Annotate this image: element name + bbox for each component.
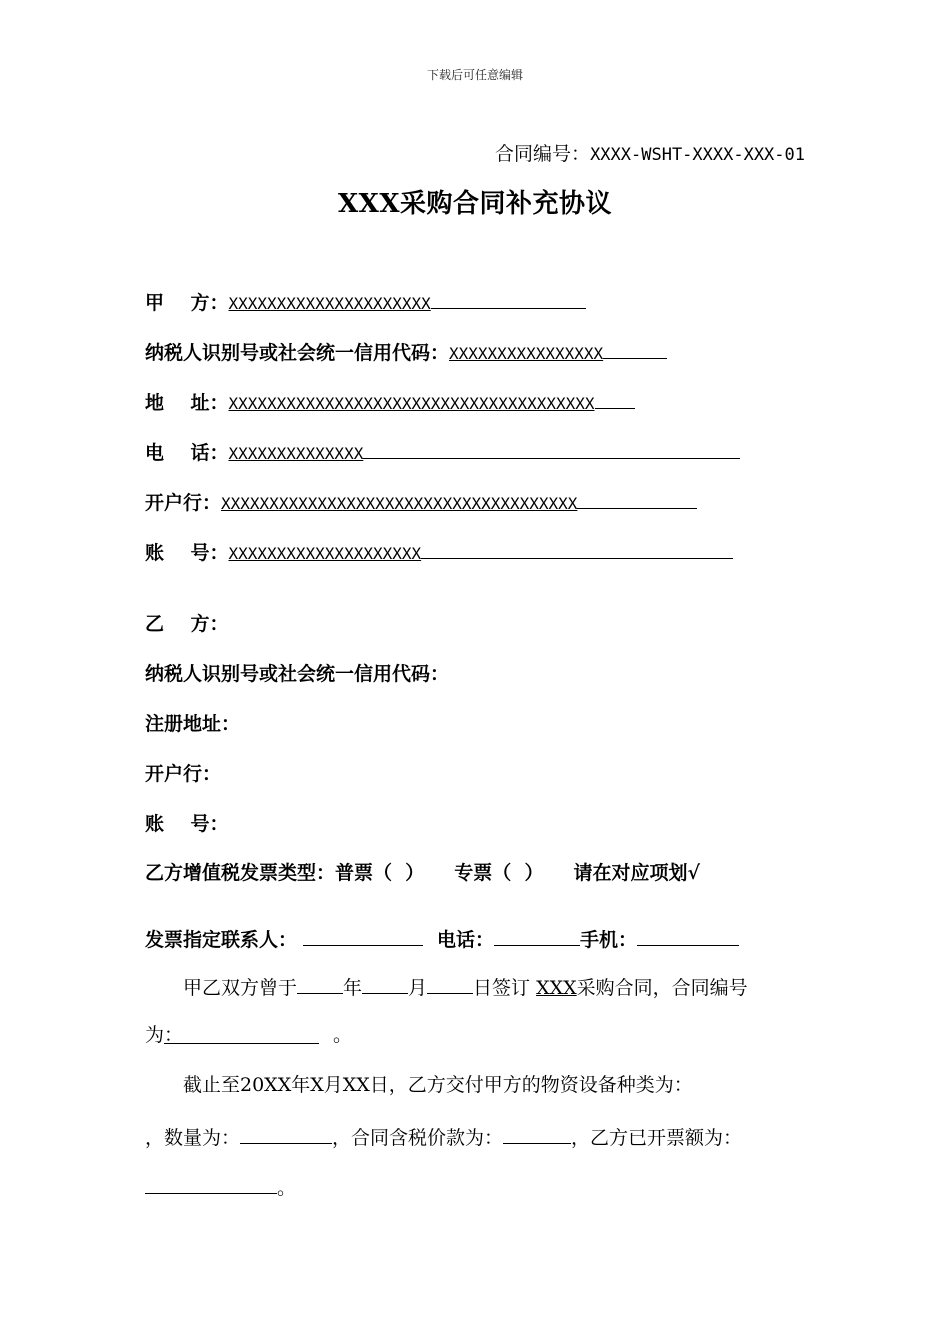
party-a-account-label: 账 号：	[145, 542, 229, 564]
party-a-tax-value: XXXXXXXXXXXXXXXX	[449, 344, 604, 363]
para1-line2	[145, 1021, 352, 1049]
para1-year-label: 年	[343, 977, 363, 999]
party-a-address-value: XXXXXXXXXXXXXXXXXXXXXXXXXXXXXXXXXXXXXX	[228, 394, 595, 413]
para1-day-blank	[427, 971, 473, 994]
contract-number-label: 合同编号：	[495, 143, 591, 165]
invoice-option-normal: 普票（ ）	[335, 862, 425, 884]
party-a-tax-blank	[603, 336, 667, 359]
para2-line2	[145, 1121, 742, 1152]
contract-number	[495, 139, 805, 166]
party-a-address-row	[145, 386, 635, 418]
party-a-address-blank	[595, 386, 635, 409]
para1-number-blank	[164, 1021, 319, 1044]
party-a-phone-value: XXXXXXXXXXXXXX	[228, 444, 364, 463]
party-a-phone-label: 电 话：	[145, 442, 229, 464]
header-note: 下载后可任意编辑	[426, 68, 523, 82]
invoice-mobile-blank	[637, 923, 739, 946]
para2-line3-end: 。	[277, 1177, 297, 1199]
party-a-address-label: 地 址：	[145, 392, 229, 414]
party-a-phone-row	[145, 436, 740, 468]
invoice-contact-blank	[303, 923, 423, 946]
party-a-phone-blank	[363, 436, 740, 459]
para2-line2-a: ，数量为：	[145, 1127, 241, 1149]
para2-line2-c: ，乙方已开票额为：	[571, 1127, 743, 1149]
para2-line1: 截止至20XX年X月XX日，乙方交付甲方的物资设备种类为：	[183, 1074, 693, 1096]
party-b-address-label: 注册地址：	[145, 713, 241, 735]
para2-line3	[145, 1171, 296, 1202]
party-a-account-row	[145, 536, 733, 568]
party-a-account-value: XXXXXXXXXXXXXXXXXXXX	[228, 544, 422, 563]
para1-text-c: 采购合同，合同编号	[576, 977, 748, 999]
party-a-account-blank	[421, 536, 733, 559]
invoice-type-row	[145, 859, 700, 887]
para1-line2-colon: ：	[164, 1024, 184, 1046]
para1-month-label: 月	[408, 977, 428, 999]
invoice-mobile-label: 手机：	[580, 929, 638, 951]
invoice-contact-row	[145, 923, 739, 954]
para2-line2-b: ，合同含税价款为：	[332, 1127, 504, 1149]
invoice-phone-blank	[494, 923, 580, 946]
party-a-name-row	[145, 286, 586, 318]
para2-quantity-blank	[240, 1121, 332, 1144]
party-a-bank-label: 开户行：	[145, 492, 222, 514]
para1-text-b: 日签订	[473, 977, 531, 999]
party-a-bank-blank	[577, 486, 697, 509]
invoice-type-label: 乙方增值税发票类型：	[145, 862, 336, 884]
party-a-name-value: XXXXXXXXXXXXXXXXXXXXX	[228, 294, 431, 313]
party-a-bank-value: XXXXXXXXXXXXXXXXXXXXXXXXXXXXXXXXXXXXX	[221, 494, 578, 513]
para2-price-blank	[503, 1121, 571, 1144]
party-b-bank-label: 开户行：	[145, 763, 222, 785]
party-a-name-label: 甲 方：	[145, 292, 229, 314]
party-a-bank-row	[145, 486, 697, 518]
party-a-name-blank	[431, 286, 586, 309]
para1-line2-end: 。	[333, 1024, 353, 1046]
party-b-account-label: 账 号：	[145, 813, 229, 835]
contract-number-value: XXXX-WSHT-XXXX-XXX-01	[590, 145, 805, 165]
invoice-contact-label: 发票指定联系人：	[145, 929, 298, 951]
para1-line1	[183, 971, 748, 1002]
party-a-tax-row	[145, 336, 667, 368]
invoice-phone-label: 电话：	[437, 929, 495, 951]
para1-line2-a: 为	[145, 1024, 165, 1046]
party-b-name-label: 乙 方：	[145, 613, 229, 635]
party-b-tax-label: 纳税人识别号或社会统一信用代码：	[145, 663, 450, 685]
para1-text-a: 甲乙双方曾于	[183, 977, 298, 999]
invoice-type-hint: 请在对应项划√	[573, 862, 700, 884]
para1-year-blank	[297, 971, 343, 994]
document-title: XXX采购合同补充协议	[337, 189, 613, 219]
invoice-option-special: 专票（ ）	[454, 862, 544, 884]
para2-invoiced-blank	[145, 1171, 277, 1194]
para1-month-blank	[362, 971, 408, 994]
para1-contract-name: XXX	[536, 977, 577, 999]
party-a-tax-label: 纳税人识别号或社会统一信用代码：	[145, 342, 450, 364]
